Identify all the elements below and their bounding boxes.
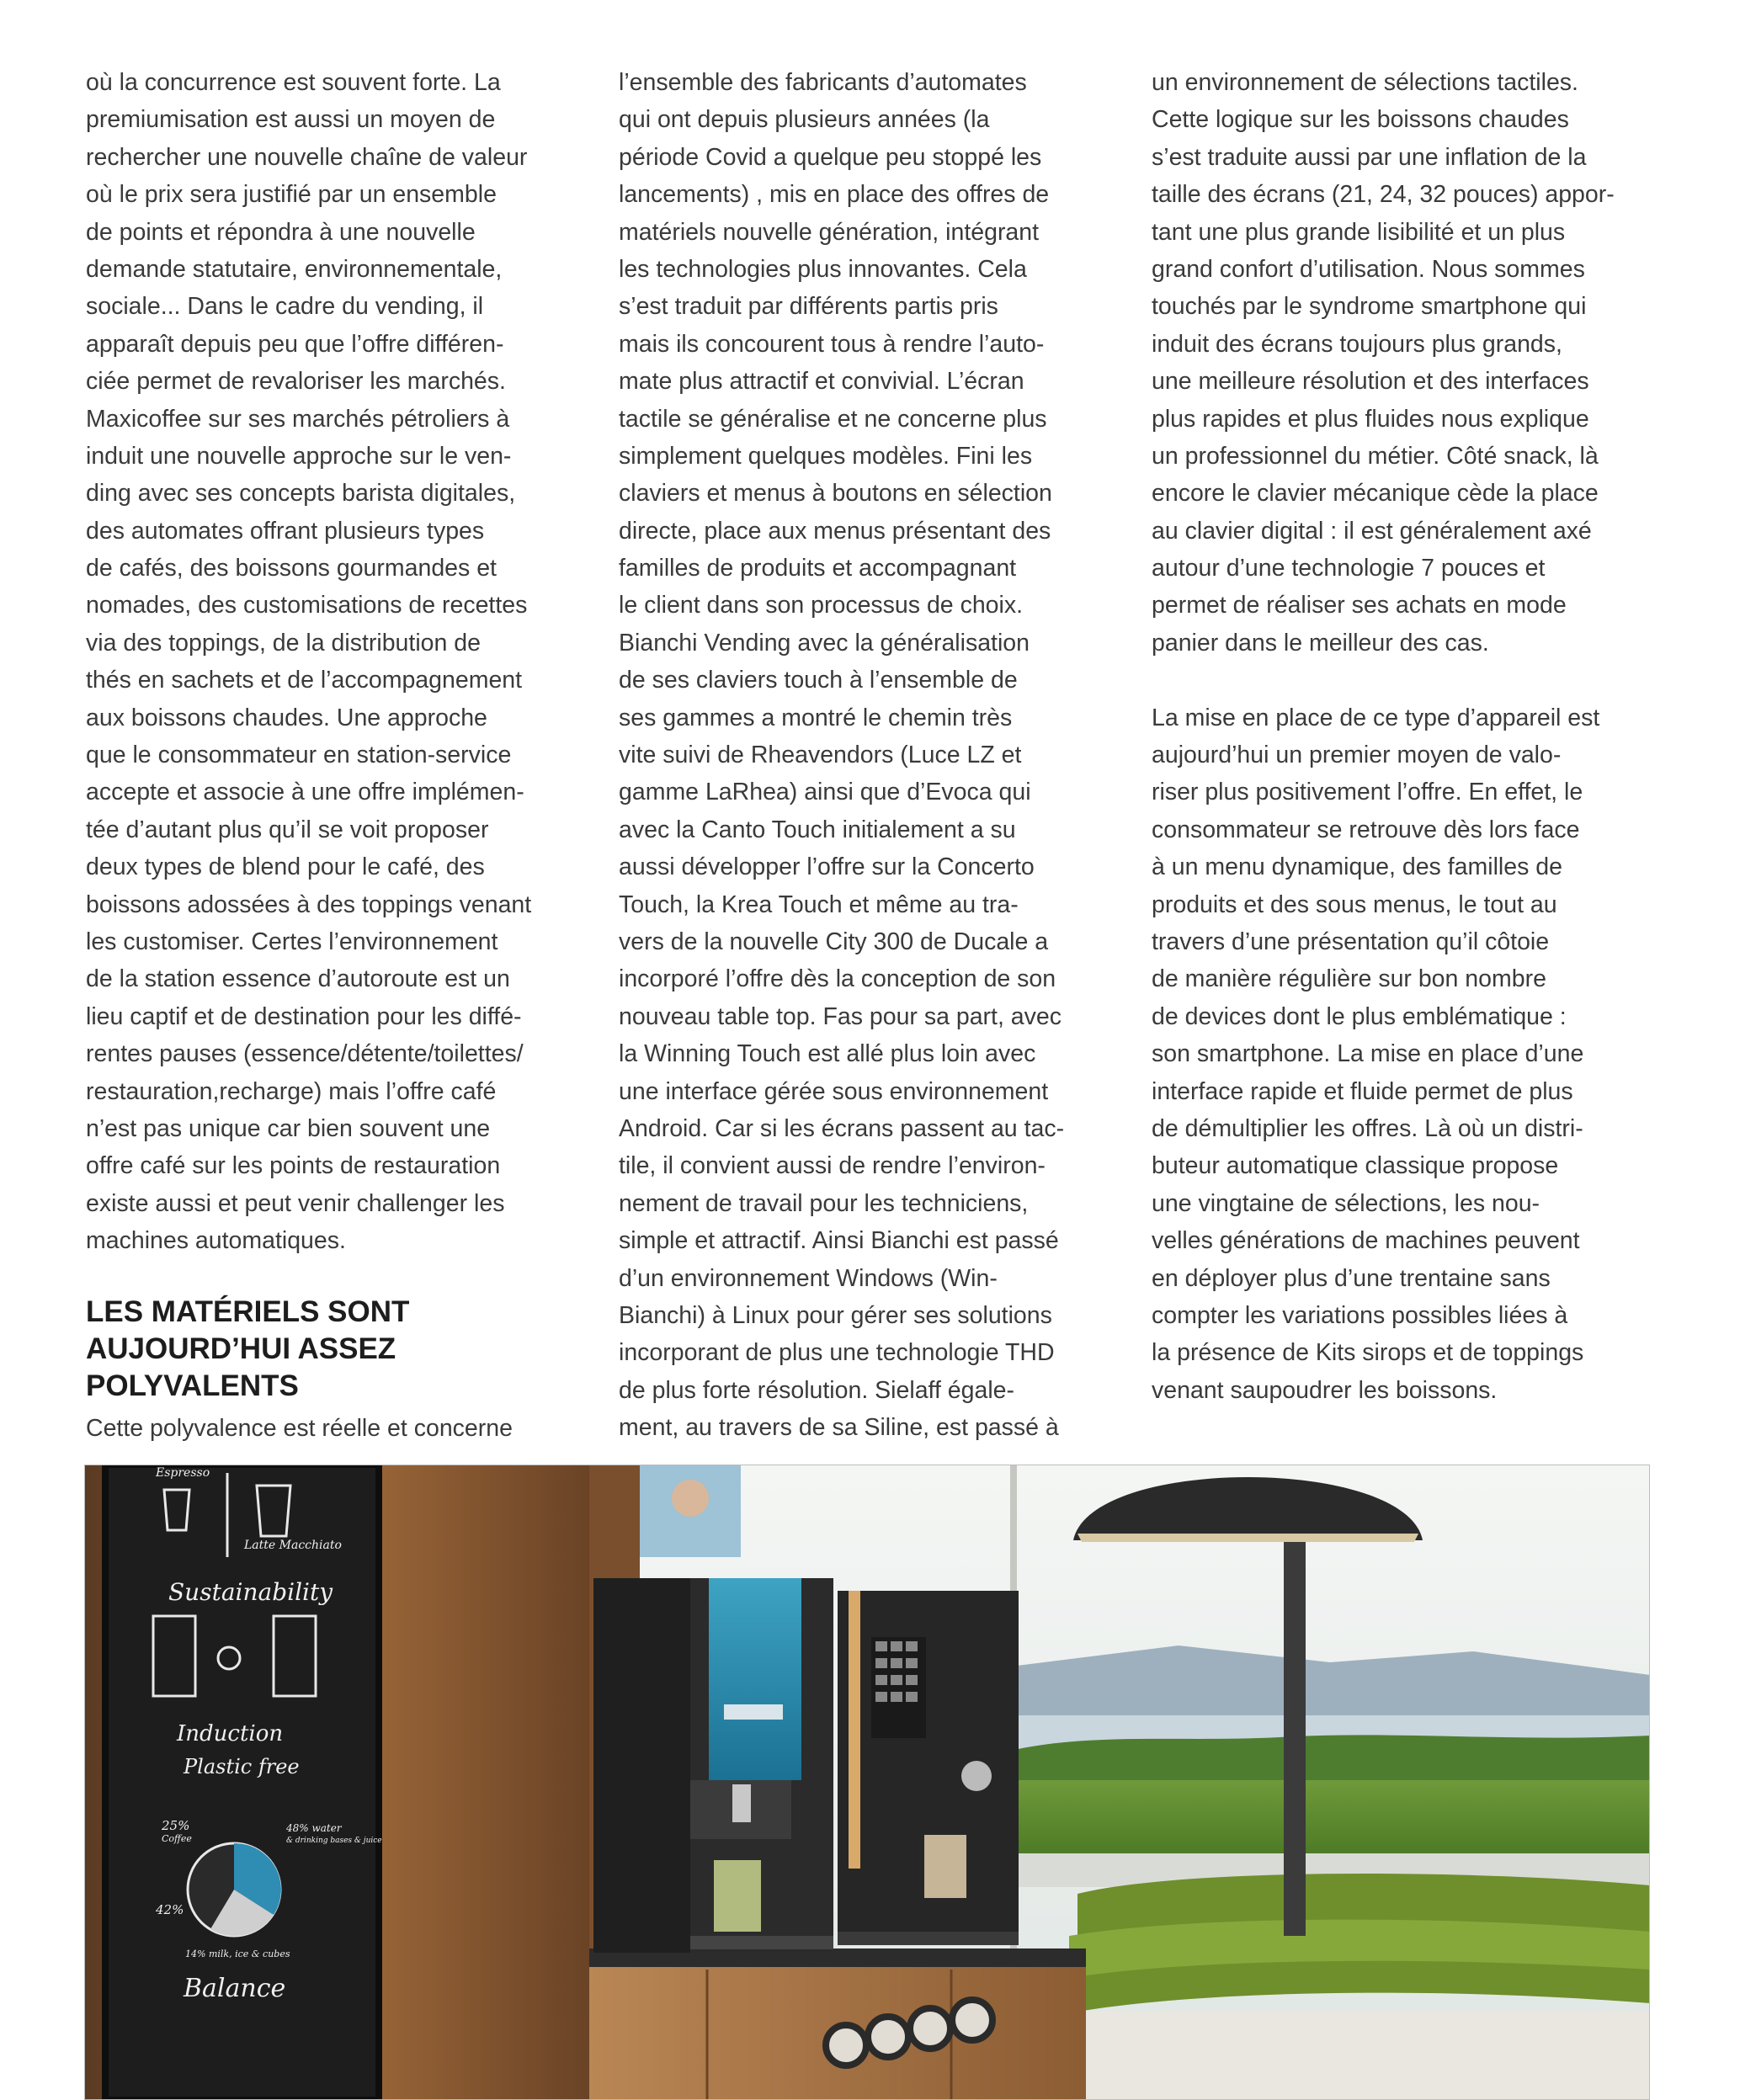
text-line: apparaît depuis peu que l’offre différen- [86, 330, 504, 358]
text-line: ciée permet de revaloriser les marchés. [86, 368, 506, 396]
paragraph-gap [1152, 662, 1657, 699]
text-line: incorporé l’offre dès la conception de son [619, 965, 1056, 993]
text-line: des automates offrant plusieurs types [86, 517, 485, 545]
text-line: velles générations de machines peuvent [1152, 1227, 1580, 1255]
text-line: nouveau table top. Fas pour sa part, avec [619, 1002, 1062, 1030]
text-line: de ses claviers touch à l’ensemble de [619, 667, 1018, 694]
text-line: touchés par le syndrome smartphone qui [1152, 293, 1587, 321]
text-line: restauration,recharge) mais l’offre café [86, 1077, 497, 1105]
text-line: tile, il convient aussi de rendre l’environ- [619, 1152, 1046, 1180]
text-line: mate plus attractif et convivial. L’écran [619, 368, 1024, 396]
text-line: nomades, des customisations de recettes [86, 592, 528, 619]
text-line: induit des écrans toujours plus grands, [1152, 330, 1562, 358]
board-pct-25: 25% [162, 1818, 190, 1833]
text-line: que le consommateur en station-service [86, 742, 512, 769]
board-label-plastic-free: Plastic free [184, 1755, 300, 1778]
article-column-1 [86, 64, 591, 1447]
text-line: de points et répondra à une nouvelle [86, 218, 476, 246]
text-line: avec la Canto Touch initialement a su [619, 816, 1016, 843]
vending-machine-photo [84, 1465, 1650, 2100]
text-line: en déployer plus d’une trentaine sans [1152, 1264, 1551, 1292]
text-line: l’ensemble des fabricants d’automates [619, 69, 1027, 96]
text-line: travers d’une présentation qu’il côtoie [1152, 928, 1550, 955]
text-line: la Winning Touch est allé plus loin avec [619, 1040, 1036, 1068]
text-line: matériels nouvelle génération, intégrant [619, 218, 1040, 246]
text-line: une interface gérée sous environnement [619, 1077, 1049, 1105]
article-column-3 [1152, 64, 1657, 1409]
text-line: venant saupoudrer les boissons. [1152, 1376, 1498, 1404]
text-line: aujourd’hui un premier moyen de valo- [1152, 742, 1562, 769]
text-line: Maxicoffee sur ses marchés pétroliers à [86, 405, 510, 433]
text-line: au clavier digital : il est généralement axé [1152, 517, 1592, 545]
column-2-body [619, 64, 1124, 1446]
text-line: boissons adossées à des toppings venant [86, 891, 532, 918]
board-pct-48-label: & drinking bases & juice [286, 1837, 382, 1845]
text-line: riser plus positivement l’offre. En effet, le [1152, 779, 1583, 806]
text-line: claviers et menus à boutons en sélection [619, 480, 1052, 508]
text-line: nement de travail pour les techniciens, [619, 1189, 1029, 1217]
text-line: plus rapides et plus fluides nous explique [1152, 405, 1589, 433]
text-line: période Covid a quelque peu stoppé les [619, 143, 1042, 171]
column-1-body [86, 64, 591, 1260]
text-line: simplement quelques modèles. Fini les [619, 442, 1033, 470]
section-heading [86, 1294, 591, 1405]
text-line: buteur automatique classique propose [1152, 1152, 1559, 1180]
column-3-body [1152, 64, 1657, 662]
text-line: le client dans son processus de choix. [619, 592, 1024, 619]
heading-line: POLYVALENTS [86, 1369, 299, 1402]
text-line: tactile se généralise et ne concerne plus [619, 405, 1047, 433]
text-line: panier dans le meilleur des cas. [1152, 629, 1489, 657]
text-line: où le prix sera justifié par un ensemble [86, 181, 497, 209]
text-line: Touch, la Krea Touch et même au tra- [619, 891, 1019, 918]
text-line: premiumisation est aussi un moyen de [86, 106, 496, 134]
column-3-second-paragraph [1152, 699, 1657, 1409]
text-line: gamme LaRhea) ainsi que d’Evoca qui [619, 779, 1031, 806]
text-line: tée d’autant plus qu’il se voit proposer [86, 816, 489, 843]
text-line: permet de réaliser ses achats en mode [1152, 592, 1567, 619]
text-line: aux boissons chaudes. Une approche [86, 704, 487, 731]
text-line: de plus forte résolution. Sielaff égale- [619, 1376, 1015, 1404]
text-line: taille des écrans (21, 24, 32 pouces) appor- [1152, 181, 1615, 209]
board-label-espresso: Espresso [156, 1466, 210, 1480]
text-line: vers de la nouvelle City 300 de Ducale a [619, 928, 1049, 955]
text-line: sociale... Dans le cadre du vending, il [86, 293, 484, 321]
text-line: lancements) , mis en place des offres de [619, 181, 1050, 209]
text-line: ses gammes a montré le chemin très [619, 704, 1013, 731]
text-line: de devices dont le plus emblématique : [1152, 1002, 1567, 1030]
board-label-sustainability: Sustainability [168, 1578, 333, 1606]
board-label-balance: Balance [184, 1974, 286, 2003]
text-line: machines automatiques. [86, 1227, 346, 1255]
text-line: ding avec ses concepts barista digitales, [86, 480, 516, 508]
text-line: vite suivi de Rheavendors (Luce LZ et [619, 742, 1022, 769]
text-line: Bianchi) à Linux pour gérer ses solutions [619, 1301, 1052, 1329]
article-column-2 [619, 64, 1124, 1446]
text-line: de manière régulière sur bon nombre [1152, 965, 1546, 993]
board-pct-48: 48% water [286, 1822, 342, 1834]
board-pct-42: 42% [156, 1902, 184, 1917]
heading-line: AUJOURD’HUI ASSEZ [86, 1332, 396, 1365]
text-line: aussi développer l’offre sur la Concerto [619, 853, 1035, 881]
text-line: encore le clavier mécanique cède la place [1152, 480, 1599, 508]
text-line: à un menu dynamique, des familles de [1152, 853, 1562, 881]
text-line: de cafés, des boissons gourmandes et [86, 555, 497, 582]
text-line: ment, au travers de sa Siline, est passé à [619, 1414, 1059, 1442]
text-line: interface rapide et fluide permet de plus [1152, 1077, 1573, 1105]
text-line: Cette logique sur les boissons chaudes [1152, 106, 1569, 134]
text-line: familles de produits et accompagnant [619, 555, 1017, 582]
text-line: existe aussi et peut venir challenger les [86, 1189, 505, 1217]
text-line: offre café sur les points de restauration [86, 1152, 501, 1180]
text-line: thés en sachets et de l’accompagnement [86, 667, 523, 694]
heading-line: LES MATÉRIELS SONT [86, 1295, 410, 1328]
text-line: deux types de blend pour le café, des [86, 853, 485, 881]
text-line: tant une plus grande lisibilité et un plus [1152, 218, 1566, 246]
text-line: les customiser. Certes l’environnement [86, 928, 498, 955]
board-pct-25-label: Coffee [162, 1833, 192, 1844]
text-line: un professionnel du métier. Côté snack, là [1152, 442, 1599, 470]
text-line: rentes pauses (essence/détente/toilettes/ [86, 1040, 524, 1068]
text-line: incorporant de plus une technologie THD [619, 1339, 1055, 1367]
text-line: Bianchi Vending avec la généralisation [619, 629, 1030, 657]
text-line: simple et attractif. Ainsi Bianchi est passé [619, 1227, 1059, 1255]
board-label-latte: Latte Macchiato [244, 1539, 342, 1552]
text-line: n’est pas unique car bien souvent une [86, 1114, 491, 1142]
text-line: où la concurrence est souvent forte. La [86, 69, 501, 96]
text-line: s’est traduite aussi par une inflation de la [1152, 143, 1587, 171]
text-line: compter les variations possibles liées à [1152, 1301, 1568, 1329]
text-line: qui ont depuis plusieurs années (la [619, 106, 990, 134]
text-line: d’un environnement Windows (Win- [619, 1264, 998, 1292]
text-line: directe, place aux menus présentant des [619, 517, 1051, 545]
board-pct-14: 14% milk, ice & cubes [185, 1948, 290, 1959]
text-line: de démultiplier les offres. Là où un distri- [1152, 1114, 1583, 1142]
text-line: s’est traduit par différents partis pris [619, 293, 998, 321]
text-line: La mise en place de ce type d’appareil est [1152, 704, 1600, 731]
text-line: consommateur se retrouve dès lors face [1152, 816, 1580, 843]
text-line: Cette polyvalence est réelle et concerne [86, 1414, 513, 1442]
text-line: la présence de Kits sirops et de toppings [1152, 1339, 1584, 1367]
text-line: induit une nouvelle approche sur le ven- [86, 442, 512, 470]
text-line: une vingtaine de sélections, les nou- [1152, 1189, 1540, 1217]
text-line: autour d’une technologie 7 pouces et [1152, 555, 1546, 582]
text-line: accepte et associe à une offre implémen- [86, 779, 524, 806]
text-line: lieu captif et de destination pour les diffé- [86, 1002, 522, 1030]
photo-illustration [84, 1465, 1650, 2100]
text-line: son smartphone. La mise en place d’une [1152, 1040, 1584, 1068]
text-line: demande statutaire, environnementale, [86, 255, 503, 283]
text-line: les technologies plus innovantes. Cela [619, 255, 1027, 283]
board-label-induction: Induction [177, 1721, 284, 1746]
text-line: via des toppings, de la distribution de [86, 629, 481, 657]
text-line: un environnement de sélections tactiles. [1152, 69, 1578, 96]
text-line: produits et des sous menus, le tout au [1152, 891, 1557, 918]
text-line: rechercher une nouvelle chaîne de valeur [86, 143, 528, 171]
column-1-after-heading [86, 1410, 591, 1447]
text-line: une meilleure résolution et des interfaces [1152, 368, 1589, 396]
text-line: mais ils concourent tous à rendre l’auto- [619, 330, 1045, 358]
text-line: Android. Car si les écrans passent au tac- [619, 1114, 1065, 1142]
text-line: grand confort d’utilisation. Nous sommes [1152, 255, 1585, 283]
text-line: de la station essence d’autoroute est un [86, 965, 510, 993]
